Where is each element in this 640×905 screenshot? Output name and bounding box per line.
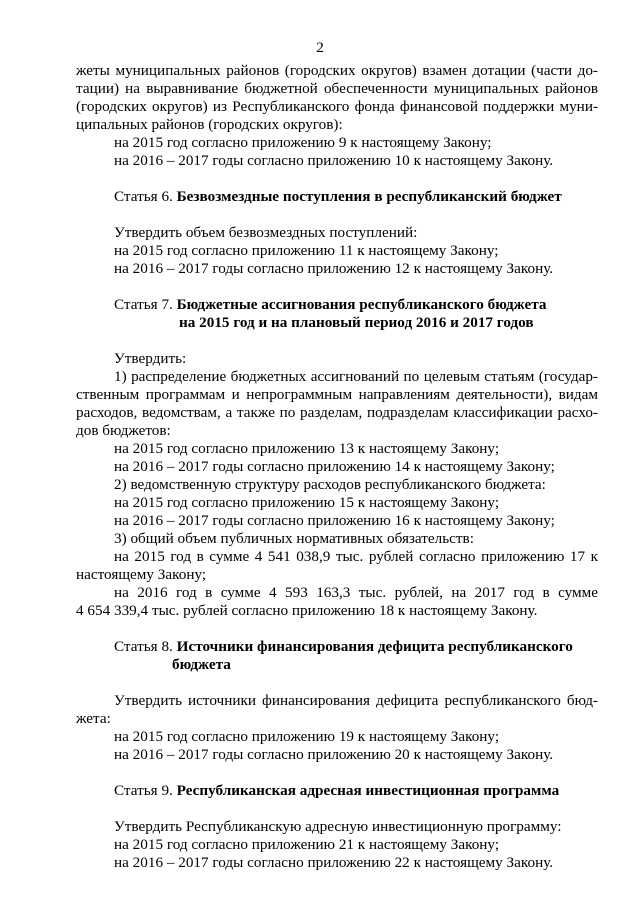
intro-line: (городских округов) из Республиканского фонда финансовой поддержки муни- xyxy=(76,98,598,115)
article-7-p2-item: на 2016 – 2017 годы согласно приложению 16 к настоящему Закону; xyxy=(114,512,555,529)
article-7-p2-item: на 2015 год согласно приложению 15 к настоящему Закону; xyxy=(114,494,500,511)
intro-item: на 2016 – 2017 годы согласно приложению 10 к настоящему Закону. xyxy=(114,152,554,169)
article-8-item: на 2016 – 2017 годы согласно приложению 20 к настоящему Закону. xyxy=(114,746,554,763)
article-7-p1-item: на 2016 – 2017 годы согласно приложению 14 к настоящему Закону; xyxy=(114,458,555,475)
article-title: Источники финансирования дефицита республиканского xyxy=(176,638,573,655)
article-9-line: Утвердить Республиканскую адресную инвестиционную программу: xyxy=(114,818,562,835)
intro-line: тации) на выравнивание бюджетной обеспеченности муниципальных районов xyxy=(76,80,598,97)
article-7-p3-line: на 2016 год в сумме 4 593 163,3 тыс. рублей, на 2017 год в сумме xyxy=(114,584,598,601)
article-6-line: на 2016 – 2017 годы согласно приложению 12 к настоящему Закону. xyxy=(114,260,554,277)
page-number: 2 xyxy=(316,39,324,56)
article-7-p1-line: 1) распределение бюджетных ассигнований по целевым статьям (государ- xyxy=(114,368,598,385)
article-7-p1-line: ственным программам и непрограммным направлениям деятельности), видам xyxy=(76,386,598,403)
article-label: Статья 6. xyxy=(114,188,177,205)
article-label: Статья 9. xyxy=(114,782,177,799)
article-7-heading xyxy=(114,296,598,314)
article-9-heading xyxy=(114,782,598,800)
article-9-line: на 2015 год согласно приложению 21 к настоящему Закону; xyxy=(114,836,500,853)
article-7-p2: 2) ведомственную структуру расходов республиканского бюджета: xyxy=(114,476,546,493)
article-title: Республиканская адресная инвестиционная программа xyxy=(176,782,560,799)
article-7-p3-line: на 2015 год в сумме 4 541 038,9 тыс. рублей согласно приложению 17 к xyxy=(114,548,598,565)
article-7-p1-line: дов бюджетов: xyxy=(76,422,171,439)
article-8-line: Утвердить источники финансирования дефицита республиканского бюд- xyxy=(114,692,598,709)
article-title: Бюджетные ассигнования республиканского бюджета xyxy=(176,296,547,313)
article-title-cont: бюджета xyxy=(172,656,231,673)
document-body xyxy=(76,62,598,872)
article-7-p3: 3) общий объем публичных нормативных обязательств: xyxy=(114,530,474,547)
article-7-lead: Утвердить: xyxy=(114,350,187,367)
article-title-cont: на 2015 год и на плановый период 2016 и 2017 годов xyxy=(179,314,534,331)
intro-line: жеты муниципальных районов (городских округов) взамен дотации (части до- xyxy=(76,62,598,79)
article-title: Безвозмездные поступления в республиканский бюджет xyxy=(176,188,562,205)
intro-item: на 2015 год согласно приложению 9 к настоящему Закону; xyxy=(114,134,492,151)
intro-line: ципальных районов (городских округов): xyxy=(76,116,343,133)
article-7-p3-line: настоящему Закону; xyxy=(76,566,207,583)
article-7-p3-line: 4 654 339,4 тыс. рублей согласно приложению 18 к настоящему Закону. xyxy=(76,602,538,619)
article-6-line: на 2015 год согласно приложению 11 к настоящему Закону; xyxy=(114,242,499,259)
article-6-heading xyxy=(114,188,598,206)
article-7-p1-item: на 2015 год согласно приложению 13 к настоящему Закону; xyxy=(114,440,500,457)
article-8-heading xyxy=(114,638,598,656)
article-label: Статья 8. xyxy=(114,638,177,655)
article-label: Статья 7. xyxy=(114,296,177,313)
article-7-p1-line: расходов, ведомствам, а также по разделам, подразделам классификации расхо- xyxy=(76,404,598,421)
article-6-line: Утвердить объем безвозмездных поступлений: xyxy=(114,224,418,241)
article-9-line: на 2016 – 2017 годы согласно приложению 22 к настоящему Закону. xyxy=(114,854,554,871)
article-8-heading-cont xyxy=(114,656,598,674)
article-8-item: на 2015 год согласно приложению 19 к настоящему Закону; xyxy=(114,728,500,745)
article-8-line: жета: xyxy=(76,710,111,727)
article-7-heading-cont xyxy=(114,314,598,332)
